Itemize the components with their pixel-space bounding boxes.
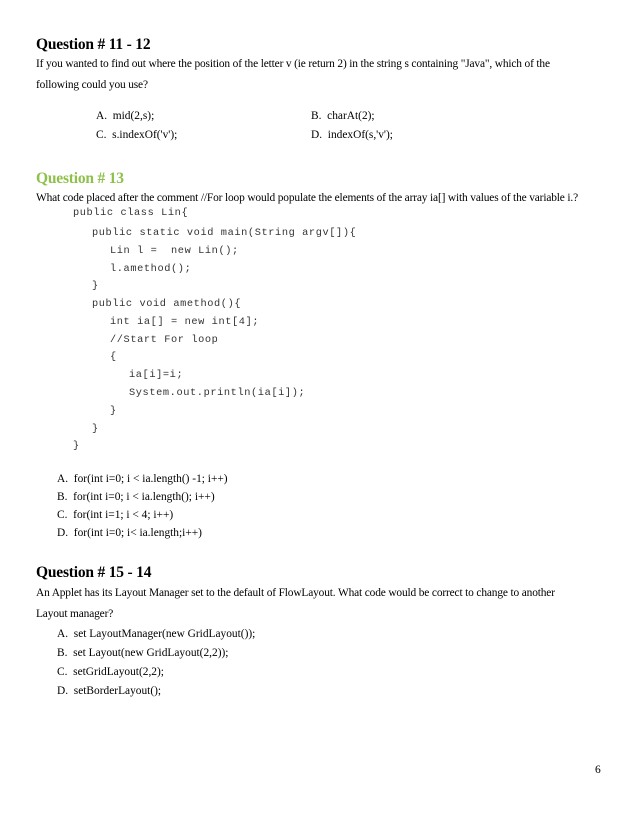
option-text: indexOf(s,'v'); (327, 129, 393, 141)
question-15-option-d[interactable] (57, 685, 161, 697)
option-text: charAt(2); (327, 110, 375, 122)
question-11-option-c[interactable] (96, 129, 177, 141)
code-line: } (110, 405, 117, 417)
option-letter: D. (311, 129, 323, 141)
question-13-text: What code placed after the comment //For loop would populate the elements of the array ia[] with values of the variable i.? (36, 192, 579, 204)
option-text: set LayoutManager(new GridLayout()); (73, 628, 256, 640)
question-15-text-line2: Layout manager? (36, 608, 114, 620)
question-11-text-line2: following could you use? (36, 79, 148, 91)
option-text: mid(2,s); (112, 110, 155, 122)
option-letter: D. (57, 527, 69, 539)
question-13-option-b[interactable] (57, 491, 215, 503)
option-letter: C. (57, 666, 68, 678)
option-text: set Layout(new GridLayout(2,2)); (73, 647, 229, 659)
option-text: for(int i=0; i < ia.length() -1; i++) (73, 473, 228, 485)
question-15-title: Question # 15 - 14 (36, 564, 152, 581)
option-text: for(int i=0; i< ia.length;i++) (73, 527, 202, 539)
code-line: } (92, 423, 99, 435)
code-line: ia[i]=i; (129, 369, 184, 381)
option-letter: B. (311, 110, 322, 122)
question-15-text (36, 585, 626, 623)
question-15-option-b[interactable] (57, 647, 228, 659)
question-13-title: Question # 13 (36, 170, 124, 187)
code-line: public static void main(String argv[]){ (92, 227, 357, 239)
option-letter: B. (57, 647, 68, 659)
code-line: l.amethod(); (110, 263, 192, 275)
question-13-option-a[interactable] (57, 473, 228, 485)
question-11-option-d[interactable] (311, 129, 393, 141)
option-letter: B. (57, 491, 68, 503)
question-15-text-line1: An Applet has its Layout Manager set to the default of FlowLayout. What code would be correct to change to another (36, 587, 555, 599)
option-text: setBorderLayout(); (73, 685, 162, 697)
code-line: } (92, 280, 99, 292)
option-letter: A. (57, 628, 69, 640)
option-letter: C. (57, 509, 68, 521)
question-11-text-line1: If you wanted to find out where the position of the letter v (ie return 2) in the string s containing "Java", which of the (36, 58, 550, 70)
code-line: System.out.println(ia[i]); (129, 387, 306, 399)
question-15-option-a[interactable] (57, 628, 255, 640)
question-11-title: Question # 11 - 12 (36, 36, 151, 53)
question-11-option-b[interactable] (311, 110, 375, 122)
option-letter: D. (57, 685, 69, 697)
code-line: Lin l = new Lin(); (110, 245, 239, 257)
code-line: public class Lin{ (73, 207, 189, 219)
question-11-option-a[interactable] (96, 110, 154, 122)
option-letter: A. (96, 110, 108, 122)
code-line: //Start For loop (110, 334, 219, 346)
option-text: s.indexOf('v'); (112, 129, 178, 141)
option-text: setGridLayout(2,2); (73, 666, 164, 678)
code-line: int ia[] = new int[4]; (110, 316, 260, 328)
page-number: 6 (595, 764, 601, 776)
question-13-option-c[interactable] (57, 509, 173, 521)
code-line: public void amethod(){ (92, 298, 242, 310)
question-11-text (36, 56, 616, 94)
code-line: } (73, 440, 80, 452)
option-letter: C. (96, 129, 107, 141)
option-text: for(int i=0; i < ia.length(); i++) (73, 491, 215, 503)
option-text: for(int i=1; i < 4; i++) (73, 509, 174, 521)
question-15-option-c[interactable] (57, 666, 164, 678)
question-13-option-d[interactable] (57, 527, 202, 539)
option-letter: A. (57, 473, 69, 485)
code-line: { (110, 351, 117, 363)
